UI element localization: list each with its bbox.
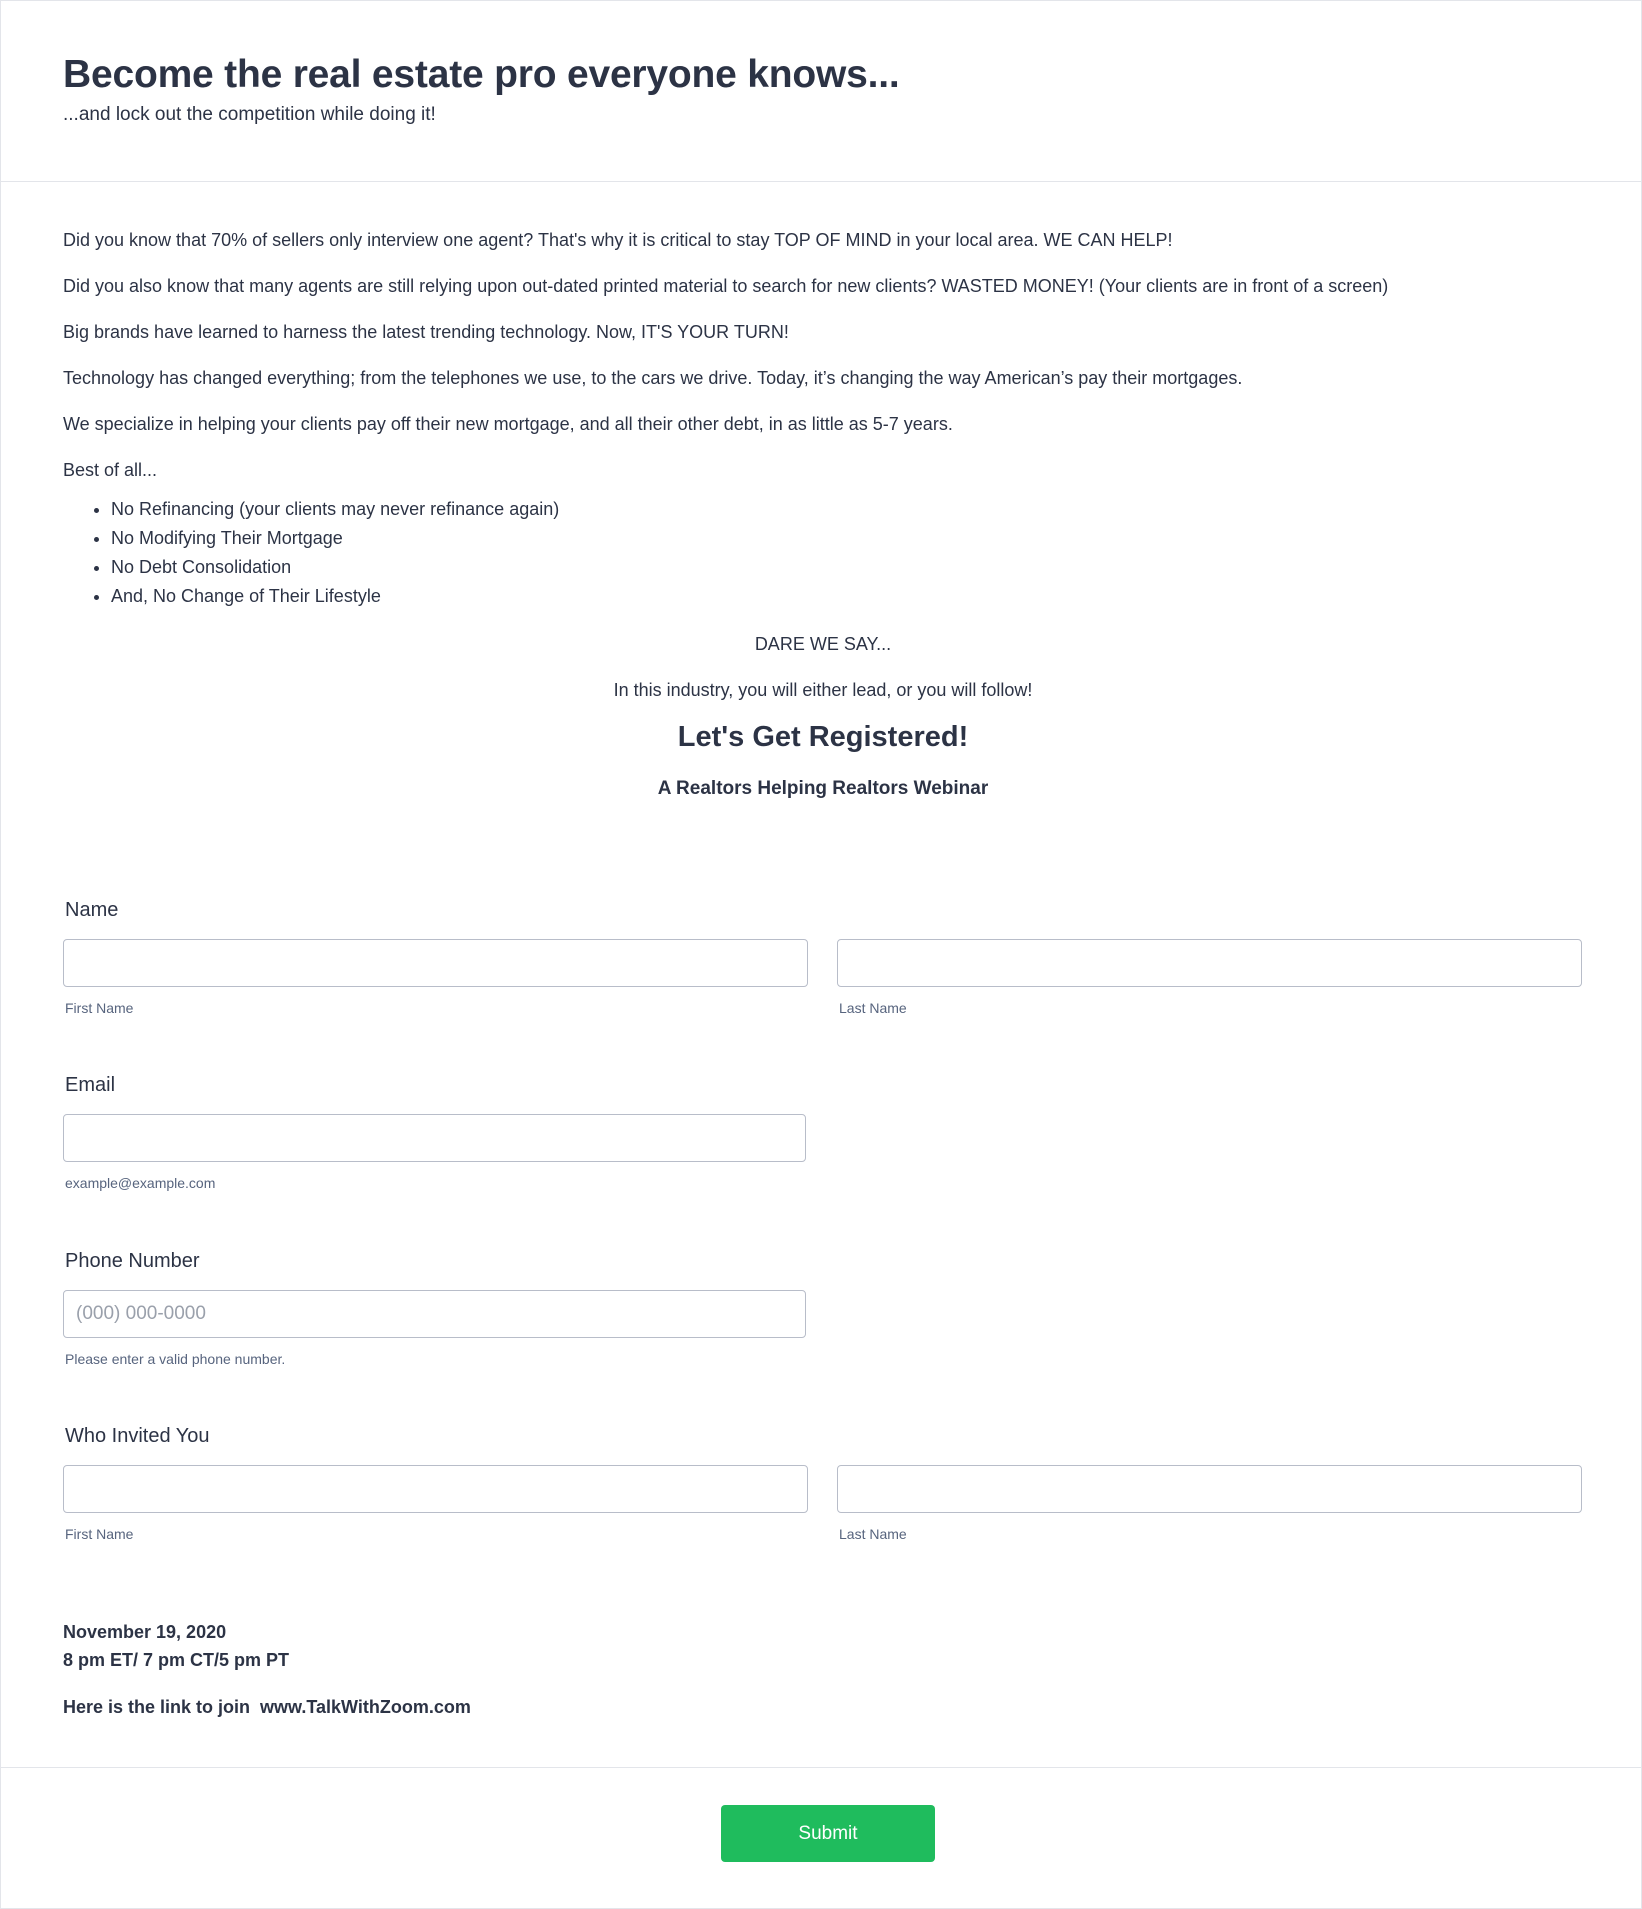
invited-label: Who Invited You <box>65 1425 210 1447</box>
page-subtitle: ...and lock out the competition while doing it! <box>63 104 436 125</box>
register-title: Let's Get Registered! <box>677 721 969 753</box>
list-item: • No Debt Consolidation <box>111 553 1583 582</box>
submit-button[interactable]: Submit <box>721 1805 935 1862</box>
divider <box>1 1767 1642 1768</box>
register-subtitle: A Realtors Helping Realtors Webinar <box>657 778 989 799</box>
page-title: Become the real estate pro everyone knows... <box>63 53 900 96</box>
email-label: Email <box>65 1074 116 1096</box>
last-name-sublabel: Last Name <box>839 1000 907 1016</box>
benefits-list <box>111 495 1583 611</box>
form-header <box>1 1 1641 182</box>
event-time: 8 pm ET/ 7 pm CT/5 pm PT <box>63 1650 290 1670</box>
intro-paragraph: Did you also know that many agents are still relying upon out-dated printed material to search for new clients? WASTED MONEY! (Your clients are in front of a screen) <box>63 276 1389 296</box>
email-field[interactable] <box>63 1114 806 1162</box>
intro-text <box>63 229 1583 801</box>
join-link-text: Here is the link to join www.TalkWithZoom.com <box>63 1697 471 1717</box>
intro-paragraph: Best of all... <box>63 460 158 480</box>
event-date: November 19, 2020 <box>63 1622 227 1642</box>
intro-paragraph: Big brands have learned to harness the latest trending technology. Now, IT'S YOUR TURN! <box>63 322 789 342</box>
name-label: Name <box>65 899 119 921</box>
phone-label: Phone Number <box>65 1250 200 1272</box>
intro-paragraph: We specialize in helping your clients pay off their new mortgage, and all their other debt, in as little as 5-7 years. <box>63 414 953 434</box>
invited-last-name-sublabel: Last Name <box>839 1526 907 1542</box>
list-item: • No Refinancing (your clients may never refinance again) <box>111 495 1583 524</box>
first-name-input[interactable] <box>63 939 808 987</box>
intro-paragraph: Did you know that 70% of sellers only interview one agent? That's why it is critical to stay TOP OF MIND in your local area. WE CAN HELP! <box>63 230 1173 250</box>
list-item: • And, No Change of Their Lifestyle <box>111 582 1583 611</box>
last-name-input[interactable] <box>837 939 1582 987</box>
invited-last-name-input[interactable] <box>837 1465 1582 1513</box>
dare-text: DARE WE SAY... <box>754 634 892 654</box>
list-item: • No Modifying Their Mortgage <box>111 524 1583 553</box>
email-sublabel: example@example.com <box>65 1175 216 1191</box>
invited-first-name-sublabel: First Name <box>65 1526 134 1542</box>
first-name-sublabel: First Name <box>65 1000 134 1016</box>
lead-text: In this industry, you will either lead, or you will follow! <box>613 680 1033 700</box>
invited-first-name-input[interactable] <box>63 1465 808 1513</box>
phone-field[interactable] <box>63 1290 806 1338</box>
intro-paragraph: Technology has changed everything; from the telephones we use, to the cars we drive. Today, it’s changing the way American’s pay their mortgages. <box>63 368 1243 388</box>
phone-sublabel: Please enter a valid phone number. <box>65 1351 286 1367</box>
